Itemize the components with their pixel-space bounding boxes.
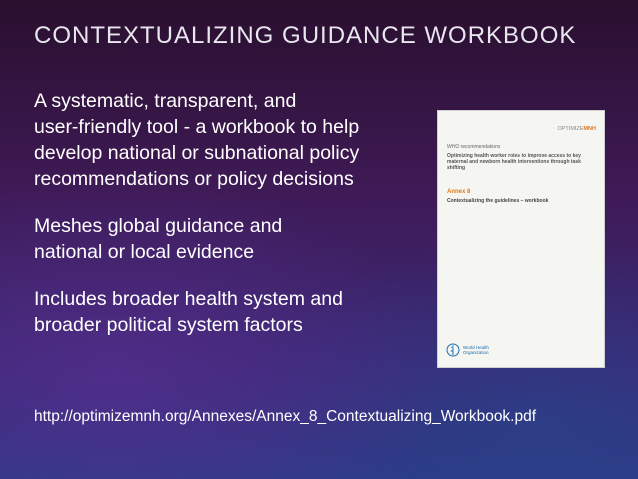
cover-brand-suffix: MNH	[583, 126, 596, 132]
bullet-list	[34, 88, 424, 359]
who-logo-line: World Health	[463, 345, 489, 350]
bullet-line: develop national or subnational policy	[34, 142, 360, 164]
bullet-line: recommendations or policy decisions	[34, 168, 354, 190]
bullet-item	[34, 286, 424, 338]
bullet-item	[34, 88, 424, 192]
bullet-item	[34, 213, 424, 265]
workbook-cover-image	[438, 111, 604, 367]
who-logo-line: Organization	[463, 350, 489, 355]
workbook-link[interactable]: http://optimizemnh.org/Annexes/Annex_8_Contextualizing_Workbook.pdf	[34, 408, 537, 425]
cover-series: WHO recommendations	[447, 144, 501, 150]
cover-brand	[557, 126, 596, 132]
cover-annex-subtitle: Contextualizing the guidelines – workbook	[447, 198, 549, 204]
slide-title: CONTEXTUALIZING GUIDANCE WORKBOOK	[34, 22, 577, 49]
cover-title: Optimizing health worker roles to improve access to key maternal and newborn health interventions through task shifting	[447, 153, 581, 171]
bullet-line: user-friendly tool - a workbook to help	[34, 116, 360, 138]
bullet-line: Meshes global guidance and	[34, 215, 283, 237]
cover-annex: Annex 8	[447, 189, 471, 195]
who-logo	[446, 343, 536, 359]
who-logo-text	[463, 345, 489, 355]
cover-brand-prefix: OPTIMIZE	[557, 126, 584, 132]
bullet-line: broader political system factors	[34, 314, 303, 336]
bullet-line: A systematic, transparent, and	[34, 90, 297, 112]
bullet-line: Includes broader health system and	[34, 288, 343, 310]
who-emblem-icon	[446, 343, 460, 357]
bullet-line: national or local evidence	[34, 241, 255, 263]
